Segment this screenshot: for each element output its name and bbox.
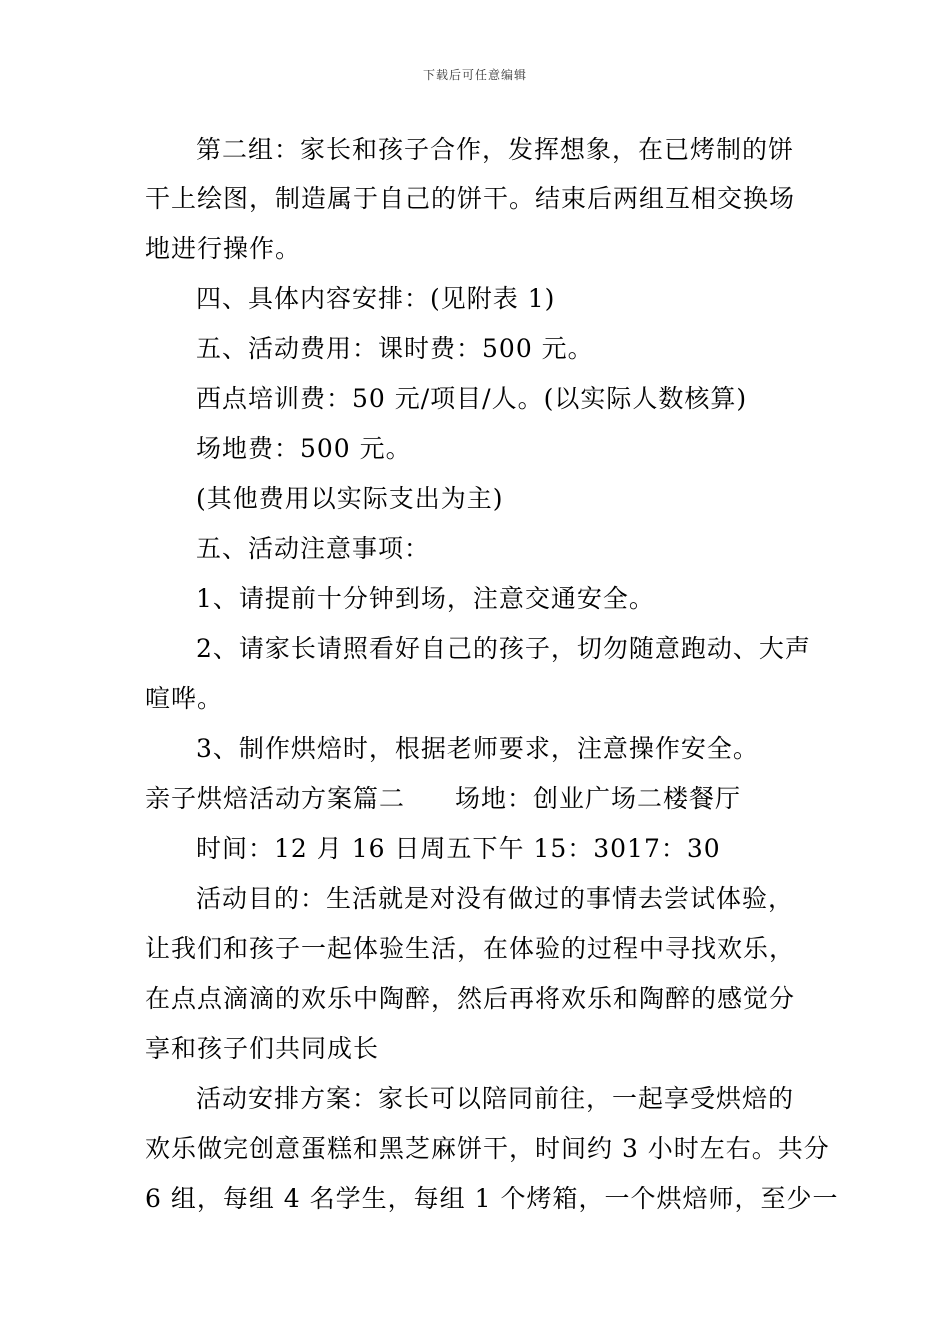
list-item: 1、请提前十分钟到场，注意交通安全。 [196, 584, 655, 613]
list-item: 2、请家长请照看好自己的孩子，切勿随意跑动、大声 [196, 634, 811, 663]
section-title-row [145, 784, 741, 814]
paragraph-line: 享和孩子们共同成长 [145, 1034, 380, 1063]
list-item: 3、制作烘焙时，根据老师要求，注意操作安全。 [196, 734, 759, 763]
paragraph-line: 地进行操作。 [145, 234, 302, 263]
section-heading: 五、活动注意事项： [196, 534, 431, 563]
section-heading: 五、活动费用：课时费：500 元。 [196, 334, 594, 363]
paragraph-line: 让我们和孩子一起体验生活，在体验的过程中寻找欢乐， [145, 934, 796, 963]
venue-text: 场地：创业广场二楼餐厅 [455, 784, 742, 813]
paragraph-line: 第二组：家长和孩子合作，发挥想象，在已烤制的饼 [196, 135, 795, 164]
time-text: 时间：12 月 16 日周五下午 15：3017：30 [196, 834, 721, 863]
paragraph-line: 西点培训费：50 元/项目/人。(以实际人数核算) [196, 384, 748, 413]
paragraph-line: 场地费：500 元。 [196, 434, 412, 463]
section-title: 亲子烘焙活动方案篇二 [145, 784, 406, 813]
paragraph-line: 活动安排方案：家长可以陪同前往，一起享受烘焙的 [196, 1084, 795, 1113]
page-header: 下载后可任意编辑 [422, 68, 527, 82]
list-item-continuation: 喧哗。 [145, 684, 224, 713]
paragraph-line: 欢乐做完创意蛋糕和黑芝麻饼干，时间约 3 小时左右。共分 [145, 1134, 830, 1163]
paragraph-line: 在点点滴滴的欢乐中陶醉，然后再将欢乐和陶醉的感觉分 [145, 984, 796, 1013]
section-heading: 四、具体内容安排：(见附表 1) [196, 284, 556, 313]
paragraph-line: 干上绘图，制造属于自己的饼干。结束后两组互相交换场 [145, 184, 796, 213]
paragraph-line: 6 组，每组 4 名学生，每组 1 个烤箱，一个烘焙师，至少一 [145, 1184, 839, 1213]
paragraph-line: 活动目的：生活就是对没有做过的事情去尝试体验， [196, 884, 795, 913]
paragraph-line: (其他费用以实际支出为主) [196, 484, 504, 513]
